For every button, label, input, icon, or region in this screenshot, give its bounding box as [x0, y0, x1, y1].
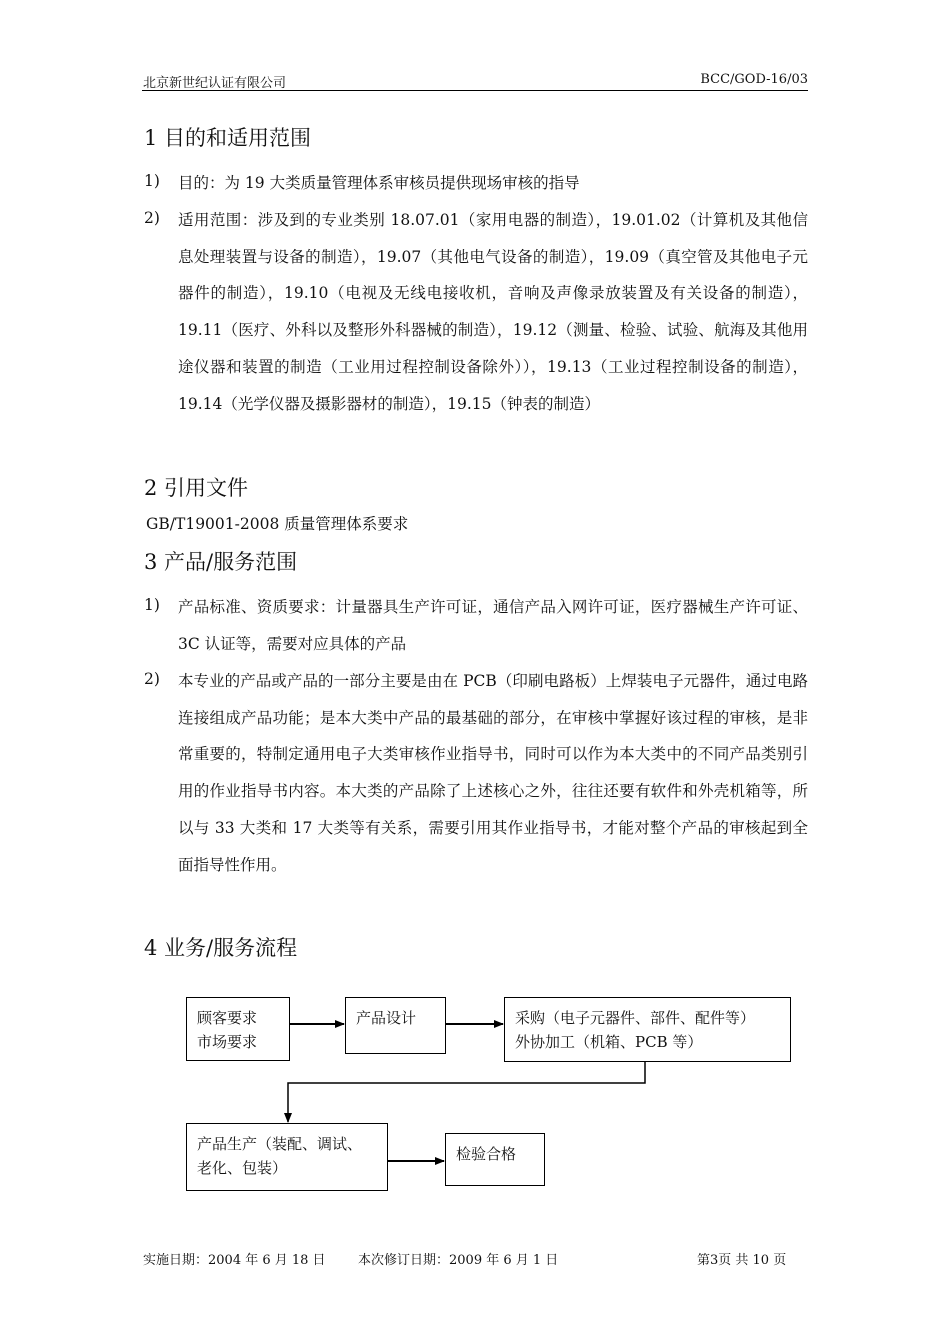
- flow-box-5-line-1: 检验合格: [456, 1145, 517, 1163]
- flow-box-production: [186, 1123, 388, 1191]
- flow-box-4-line-2: 老化、包装）: [197, 1159, 288, 1177]
- s3-item-1-number: 1): [144, 596, 160, 614]
- connector-box3-to-box4: [288, 1062, 645, 1122]
- s3-item-2-number: 2): [144, 670, 160, 688]
- flow-box-product-design: [345, 997, 446, 1054]
- flow-box-procurement: [504, 997, 791, 1062]
- section-3-title: 3 产品/服务范围: [144, 550, 298, 574]
- flow-box-1-line-2: 市场要求: [197, 1033, 258, 1051]
- flow-box-3-line-2: 外协加工（机箱、PCB 等）: [515, 1033, 703, 1051]
- page-number: 第3页 共 10 页: [697, 1253, 787, 1268]
- section-2-title: 2 引用文件: [144, 476, 249, 500]
- company-name: 北京新世纪认证有限公司: [143, 76, 287, 91]
- section-1-title: 1 目的和适用范围: [144, 126, 312, 150]
- document-code: BCC/GOD-16/03: [700, 72, 808, 87]
- implementation-date: 实施日期：2004 年 6 月 18 日: [143, 1253, 326, 1268]
- s1-item-2-number: 2): [144, 209, 160, 227]
- s1-item-1-text: 目的：为 19 大类质量管理体系审核员提供现场审核的指导: [178, 174, 580, 192]
- flow-box-2-line-1: 产品设计: [356, 1009, 417, 1027]
- s3-item-2-text: 本专业的产品或产品的一部分主要是由在 PCB（印刷电路板）上焊装电子元器件，通过电路连接组成产品功能；是本大类中产品的最基础的部分，在审核中掌握好该过程的审核，是非常重要的，特制定通用电子大类审核作业指导书，同时可以作为本大类中的不同产品类别引用的作业指导书内容。本大类的产品除了上述核心之外，往往还要有软件和外壳机箱等，所以与 33 大类和 17 大类等有关系，需要引用其作业指导书，才能对整个产品的审核起到全面指导性作用。: [178, 672, 808, 874]
- flow-box-4-line-1: 产品生产（装配、调试、: [197, 1135, 363, 1153]
- flow-box-1-line-1: 顾客要求: [197, 1009, 258, 1027]
- flow-box-inspection-passed: [445, 1133, 545, 1186]
- reference-document: GB/T19001-2008 质量管理体系要求: [146, 515, 409, 533]
- flow-box-customer-requirements: [186, 997, 290, 1061]
- section-4-title: 4 业务/服务流程: [144, 936, 298, 960]
- s1-item-1-number: 1): [144, 172, 160, 190]
- revision-date: 本次修订日期：2009 年 6 月 1 日: [358, 1253, 559, 1268]
- s1-item-2-text: 适用范围：涉及到的专业类别 18.07.01（家用电器的制造），19.01.02（计算机及其他信息处理装置与设备的制造），19.07（其他电气设备的制造），19.09（真空管及其他电子元器件的制造），19.10（电视及无线电接收机，音响及声像录放装置及有关设备的制造），19.11（医疗、外科以及整形外科器械的制造），19.12（测量、检验、试验、航海及其他用途仪器和装置的制造（工业用过程控制设备除外）），19.13（工业过程控制设备的制造），19.14（光学仪器及摄影器材的制造），19.15（钟表的制造）: [178, 211, 808, 413]
- s3-item-1-text: 产品标准、资质要求：计量器具生产许可证，通信产品入网许可证，医疗器械生产许可证、3C 认证等，需要对应具体的产品: [178, 598, 808, 653]
- flow-box-3-line-1: 采购（电子元器件、部件、配件等）: [515, 1009, 756, 1027]
